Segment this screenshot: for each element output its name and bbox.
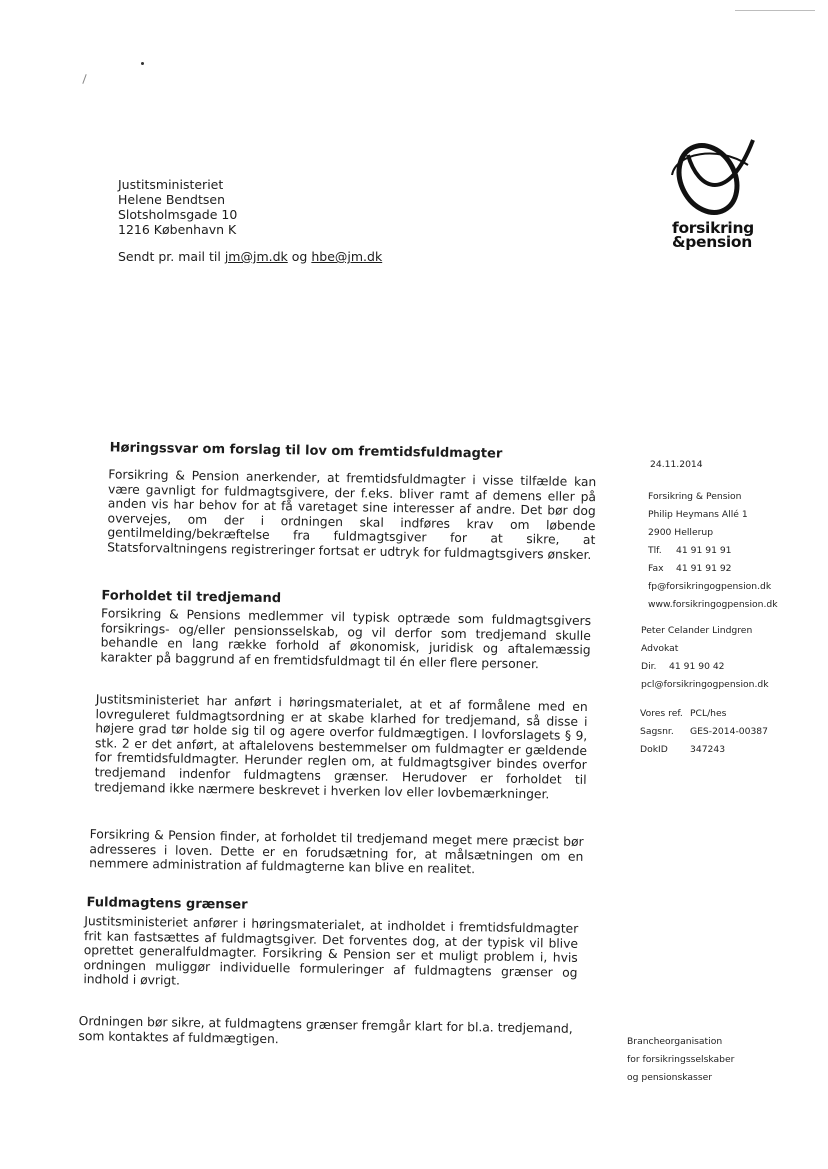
letter-body	[78, 430, 597, 1046]
person-direct	[641, 658, 769, 676]
ref-value: PCL/hes	[690, 708, 727, 719]
logo-line-2: &pension	[672, 233, 752, 251]
reference-block	[640, 705, 768, 759]
footer-line-1: Brancheorganisation	[627, 1036, 723, 1047]
dok-label: DokID	[640, 744, 668, 755]
letter-title: Høringssvar om forslag til lov om fremtidsfuldmagter	[109, 440, 503, 462]
paragraph-intro: Forsikring & Pension anerkender, at fremtidsfuldmagter i visse tilfælde kan være gavnligt for fuldmagtsgivere, der f.eks. bliver ramt af demens eller på anden vis har behov for at få varetaget sine interesser af andre. Det bør dog overvejes, om der i ordningen skal indføres krav om løbende gentilmelding/bekræftelse fra fuldmagtsgiver for at sikre, at Statsforvaltningens registreringer fortsat er udtryk for fuldmagtsgivers ønsker.	[107, 467, 597, 562]
our-ref	[640, 705, 768, 723]
recipient-line: Slotsholmsgade 10	[118, 207, 238, 222]
sender-city: 2900 Hellerup	[648, 527, 714, 538]
sender-phone	[648, 542, 778, 560]
ref-label: Vores ref.	[640, 708, 683, 719]
person-name: Peter Celander Lindgren	[641, 625, 753, 636]
fax-label: Fax	[648, 563, 664, 574]
heading-tredjemand: Forholdet til tredjemand	[101, 588, 282, 607]
phone-value: 41 91 91 91	[676, 545, 732, 556]
sender-fax	[648, 560, 778, 578]
paragraph-members: Forsikring & Pensions medlemmer vil typisk optræde som fuldmagtsgivers forsikrings- og/eller pensionsselskab, og vil derfor som tredjemand skulle behandle en lang række forhold af økonomisk, juridisk og aftalemæssig karakter på baggrund af en fremtidsfuldmagt til én eller flere personer.	[100, 606, 592, 671]
person-email[interactable]: pcl@forsikringogpension.dk	[641, 679, 769, 690]
email-link-jm[interactable]: jm@jm.dk	[224, 249, 288, 264]
contact-person	[641, 622, 769, 694]
paragraph-limits: Justitsministeriet anfører i høringsmaterialet, at indholdet i fremtidsfuldmagter frit kan fastsættes af fuldmagtsgiver. Det forventes dog, at der typisk vil blive oprettet generalfuldmagter. Forsikring & Pension ser et muligt problem i, hvis ordningen muliggør individuelle formuleringer af fuldmagtens grænser og indhold i øvrigt.	[83, 914, 579, 988]
sender-contact	[648, 488, 778, 614]
sender-email[interactable]: fp@forsikringogpension.dk	[648, 581, 772, 592]
dok-value: 347243	[690, 744, 726, 755]
recipient-address	[118, 177, 237, 237]
heading-graenser: Fuldmagtens grænser	[86, 895, 248, 913]
case-number	[640, 723, 768, 741]
letter-date: 24.11.2014	[650, 459, 703, 470]
person-role: Advokat	[641, 643, 679, 654]
recipient-line: Justitsministeriet	[118, 177, 224, 192]
sender-website[interactable]: www.forsikringogpension.dk	[648, 599, 778, 610]
case-label: Sagsnr.	[640, 726, 674, 737]
scan-mark	[82, 74, 86, 84]
logo-wordmark	[672, 221, 754, 249]
sent-middle: og	[291, 249, 308, 264]
recipient-line: Helene Bendtsen	[118, 192, 225, 207]
sender-street: Philip Heymans Allé 1	[648, 509, 748, 520]
footer-org-description	[627, 1033, 734, 1087]
doc-id	[640, 741, 768, 759]
phone-label: Tlf.	[648, 545, 662, 556]
footer-line-2: for forsikringsselskaber	[627, 1054, 735, 1065]
direct-label: Dir.	[641, 661, 657, 672]
paragraph-closing: Ordningen bør sikre, at fuldmagtens grænser fremgår klart for bl.a. tredjemand, som kontaktes af fuldmægtigen.	[78, 1014, 573, 1046]
email-link-hbe[interactable]: hbe@jm.dk	[311, 249, 383, 264]
fax-value: 41 91 91 92	[676, 563, 732, 574]
logo-line-1: forsikring	[672, 219, 754, 237]
sender-org: Forsikring & Pension	[648, 491, 742, 502]
sent-prefix: Sendt pr. mail til	[118, 249, 221, 264]
paragraph-ministry: Justitsministeriet har anført i høringsmaterialet, at et af formålene med en lovreguleret fuldmagtsordning er at skabe klarhed for tredjemand, så disse i højere grad tør holde sig til og agere overfor fuldmægtigen. I lovforslagets § 9, stk. 2 er det anført, at aftalelovens bestemmelser om fuldmagter er gældende for fremtidsfuldmagter. Herunder reglen om, at fuldmagtsgiver bindes overfor tredjemand indenfor fuldmagtens grænser. Herudover er forholdet til tredjemand ikke nærmere beskrevet i hverken lov eller lovbemærkninger.	[94, 692, 588, 801]
scan-speck	[141, 62, 144, 65]
paragraph-precision: Forsikring & Pension finder, at forholdet til tredjemand meget mere præcist bør adresseres i loven. Dette er en forudsætning for, at målsætningen om en nemmere administration af fuldmagterne kan blive en realitet.	[89, 827, 584, 877]
direct-value: 41 91 90 42	[669, 661, 725, 672]
top-edge-line	[735, 10, 815, 11]
case-value: GES-2014-00387	[690, 726, 768, 737]
sent-by-mail-line	[118, 249, 382, 264]
recipient-line: 1216 København K	[118, 222, 237, 237]
footer-line-3: og pensionskasser	[627, 1072, 713, 1083]
